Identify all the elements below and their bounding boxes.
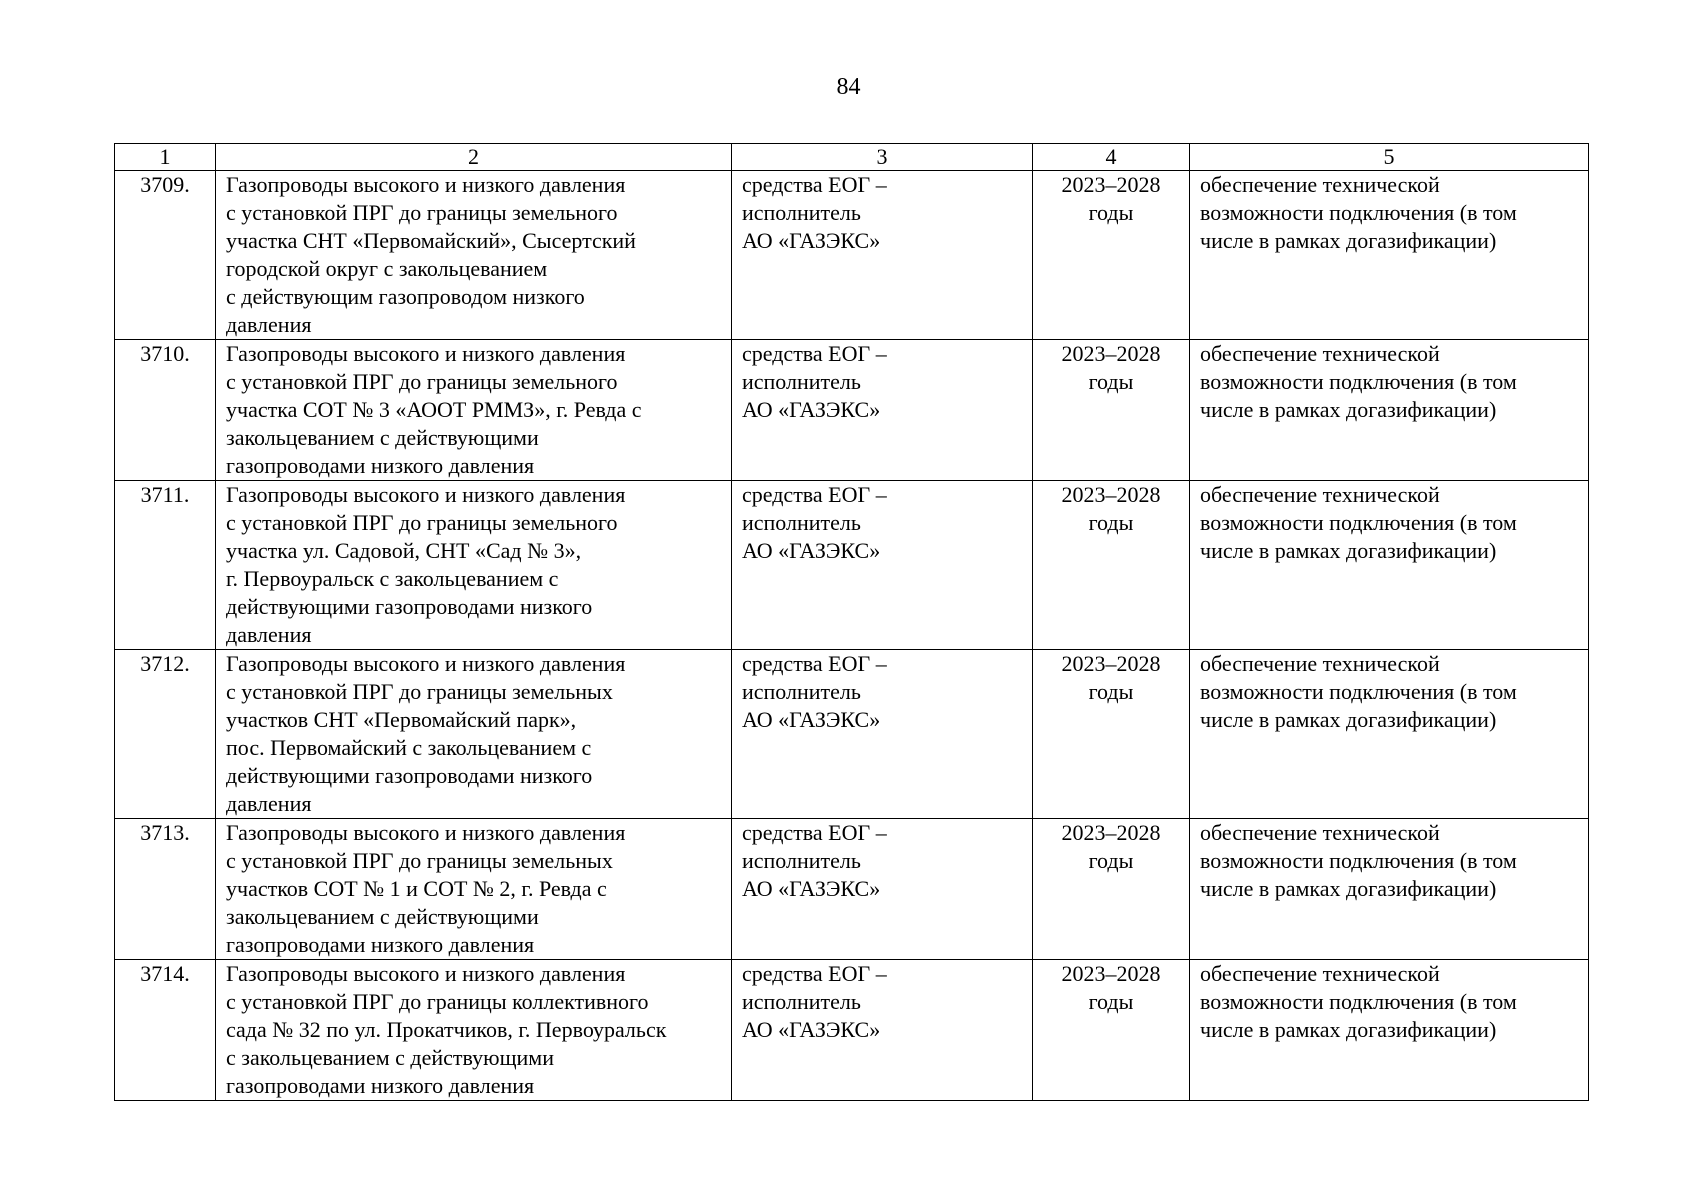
row-number: 3709. [115,171,216,340]
purpose: обеспечение технической возможности подключения (в том числе в рамках догазификации) [1190,171,1589,340]
table-body [115,171,1589,1101]
implementation-period: 2023–2028 годы [1033,819,1190,960]
table-row [115,171,1589,340]
object-name: Газопроводы высокого и низкого давления с установкой ПРГ до границы земельных участков СНТ «Первомайский парк», пос. Первомайский с закольцеванием с действующими газопроводами низкого давления [216,650,732,819]
table-row [115,481,1589,650]
implementation-period: 2023–2028 годы [1033,960,1190,1101]
page-number: 84 [836,74,861,100]
row-number: 3711. [115,481,216,650]
object-name: Газопроводы высокого и низкого давления с установкой ПРГ до границы земельного участка СОТ № 3 «АООТ РММЗ», г. Ревда с закольцеванием с действующими газопроводами низкого давления [216,340,732,481]
funding-source: средства ЕОГ – исполнитель АО «ГАЗЭКС» [732,481,1033,650]
table-row [115,960,1589,1101]
funding-source: средства ЕОГ – исполнитель АО «ГАЗЭКС» [732,171,1033,340]
implementation-period: 2023–2028 годы [1033,481,1190,650]
row-number: 3713. [115,819,216,960]
funding-source: средства ЕОГ – исполнитель АО «ГАЗЭКС» [732,819,1033,960]
header-col-3: 3 [732,144,1033,171]
funding-source: средства ЕОГ – исполнитель АО «ГАЗЭКС» [732,340,1033,481]
purpose: обеспечение технической возможности подключения (в том числе в рамках догазификации) [1190,650,1589,819]
object-name: Газопроводы высокого и низкого давления с установкой ПРГ до границы земельных участков СОТ № 1 и СОТ № 2, г. Ревда с закольцеванием с действующими газопроводами низкого давления [216,819,732,960]
object-name: Газопроводы высокого и низкого давления с установкой ПРГ до границы коллективного сада № 32 по ул. Прокатчиков, г. Первоуральск с закольцеванием с действующими газопроводами низкого давления [216,960,732,1101]
implementation-period: 2023–2028 годы [1033,171,1190,340]
purpose: обеспечение технической возможности подключения (в том числе в рамках догазификации) [1190,819,1589,960]
header-col-2: 2 [216,144,732,171]
header-col-4: 4 [1033,144,1190,171]
row-number: 3714. [115,960,216,1101]
funding-source: средства ЕОГ – исполнитель АО «ГАЗЭКС» [732,960,1033,1101]
object-name: Газопроводы высокого и низкого давления с установкой ПРГ до границы земельного участка ул. Садовой, СНТ «Сад № 3», г. Первоуральск с закольцеванием с действующими газопроводами низкого давления [216,481,732,650]
table-row [115,340,1589,481]
purpose: обеспечение технической возможности подключения (в том числе в рамках догазификации) [1190,481,1589,650]
header-row [115,144,1589,171]
row-number: 3712. [115,650,216,819]
row-number: 3710. [115,340,216,481]
header-col-1: 1 [115,144,216,171]
implementation-period: 2023–2028 годы [1033,650,1190,819]
header-col-5: 5 [1190,144,1589,171]
table-row [115,650,1589,819]
funding-source: средства ЕОГ – исполнитель АО «ГАЗЭКС» [732,650,1033,819]
table-header [115,144,1589,171]
document-table [114,143,1589,1101]
purpose: обеспечение технической возможности подключения (в том числе в рамках догазификации) [1190,340,1589,481]
object-name: Газопроводы высокого и низкого давления с установкой ПРГ до границы земельного участка СНТ «Первомайский», Сысертский городской округ с закольцеванием с действующим газопроводом низкого давления [216,171,732,340]
table-row [115,819,1589,960]
purpose: обеспечение технической возможности подключения (в том числе в рамках догазификации) [1190,960,1589,1101]
implementation-period: 2023–2028 годы [1033,340,1190,481]
